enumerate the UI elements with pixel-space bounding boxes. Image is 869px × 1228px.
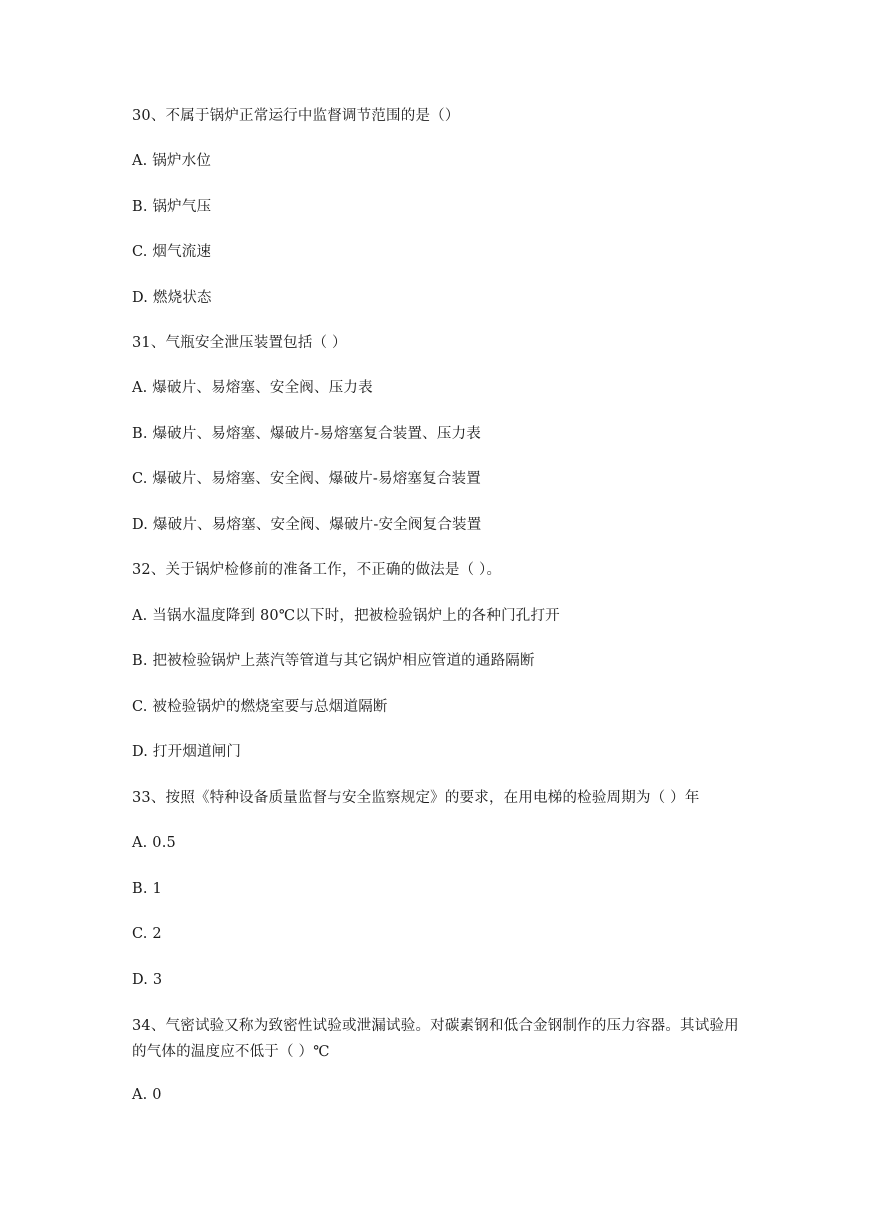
- question-31-stem: 31、气瓶安全泄压装置包括（ ）: [132, 335, 347, 351]
- question-31-option-b: B. 爆破片、易熔塞、爆破片-易熔塞复合装置、压力表: [132, 426, 481, 442]
- question-32-stem: 32、关于锅炉检修前的准备工作，不正确的做法是（ ）。: [132, 562, 502, 578]
- question-33-option-c: C. 2: [132, 926, 162, 942]
- question-31-option-a: A. 爆破片、易熔塞、安全阀、压力表: [132, 380, 373, 396]
- question-33-option-a: A. 0.5: [132, 835, 176, 851]
- question-30-option-b: B. 锅炉气压: [132, 199, 212, 215]
- question-32-option-b: B. 把被检验锅炉上蒸汽等管道与其它锅炉相应管道的通路隔断: [132, 653, 535, 669]
- question-32-option-d: D. 打开烟道闸门: [132, 744, 242, 760]
- question-34-option-a: A. 0: [132, 1087, 162, 1103]
- question-31-option-c: C. 爆破片、易熔塞、安全阀、爆破片-易熔塞复合装置: [132, 471, 481, 487]
- question-33-option-b: B. 1: [132, 881, 162, 897]
- question-30-stem: 30、不属于锅炉正常运行中监督调节范围的是（）: [132, 108, 460, 124]
- question-32-option-c: C. 被检验锅炉的燃烧室要与总烟道隔断: [132, 699, 388, 715]
- question-33-stem: 33、按照《特种设备质量监督与安全监察规定》的要求，在用电梯的检验周期为（ ）年: [132, 790, 700, 806]
- question-34-stem: 34、气密试验又称为致密性试验或泄漏试验。对碳素钢和低合金钢制作的压力容器。其试验用的气体的温度应不低于（ ）℃: [132, 1018, 739, 1060]
- question-32-option-a: A. 当锅水温度降到 80℃以下时，把被检验锅炉上的各种门孔打开: [132, 608, 560, 624]
- question-31-option-d: D. 爆破片、易熔塞、安全阀、爆破片-安全阀复合装置: [132, 517, 482, 533]
- question-30-option-c: C. 烟气流速: [132, 244, 212, 260]
- question-30-option-a: A. 锅炉水位: [132, 153, 212, 169]
- question-33-option-d: D. 3: [132, 972, 163, 988]
- question-30-option-d: D. 燃烧状态: [132, 290, 212, 306]
